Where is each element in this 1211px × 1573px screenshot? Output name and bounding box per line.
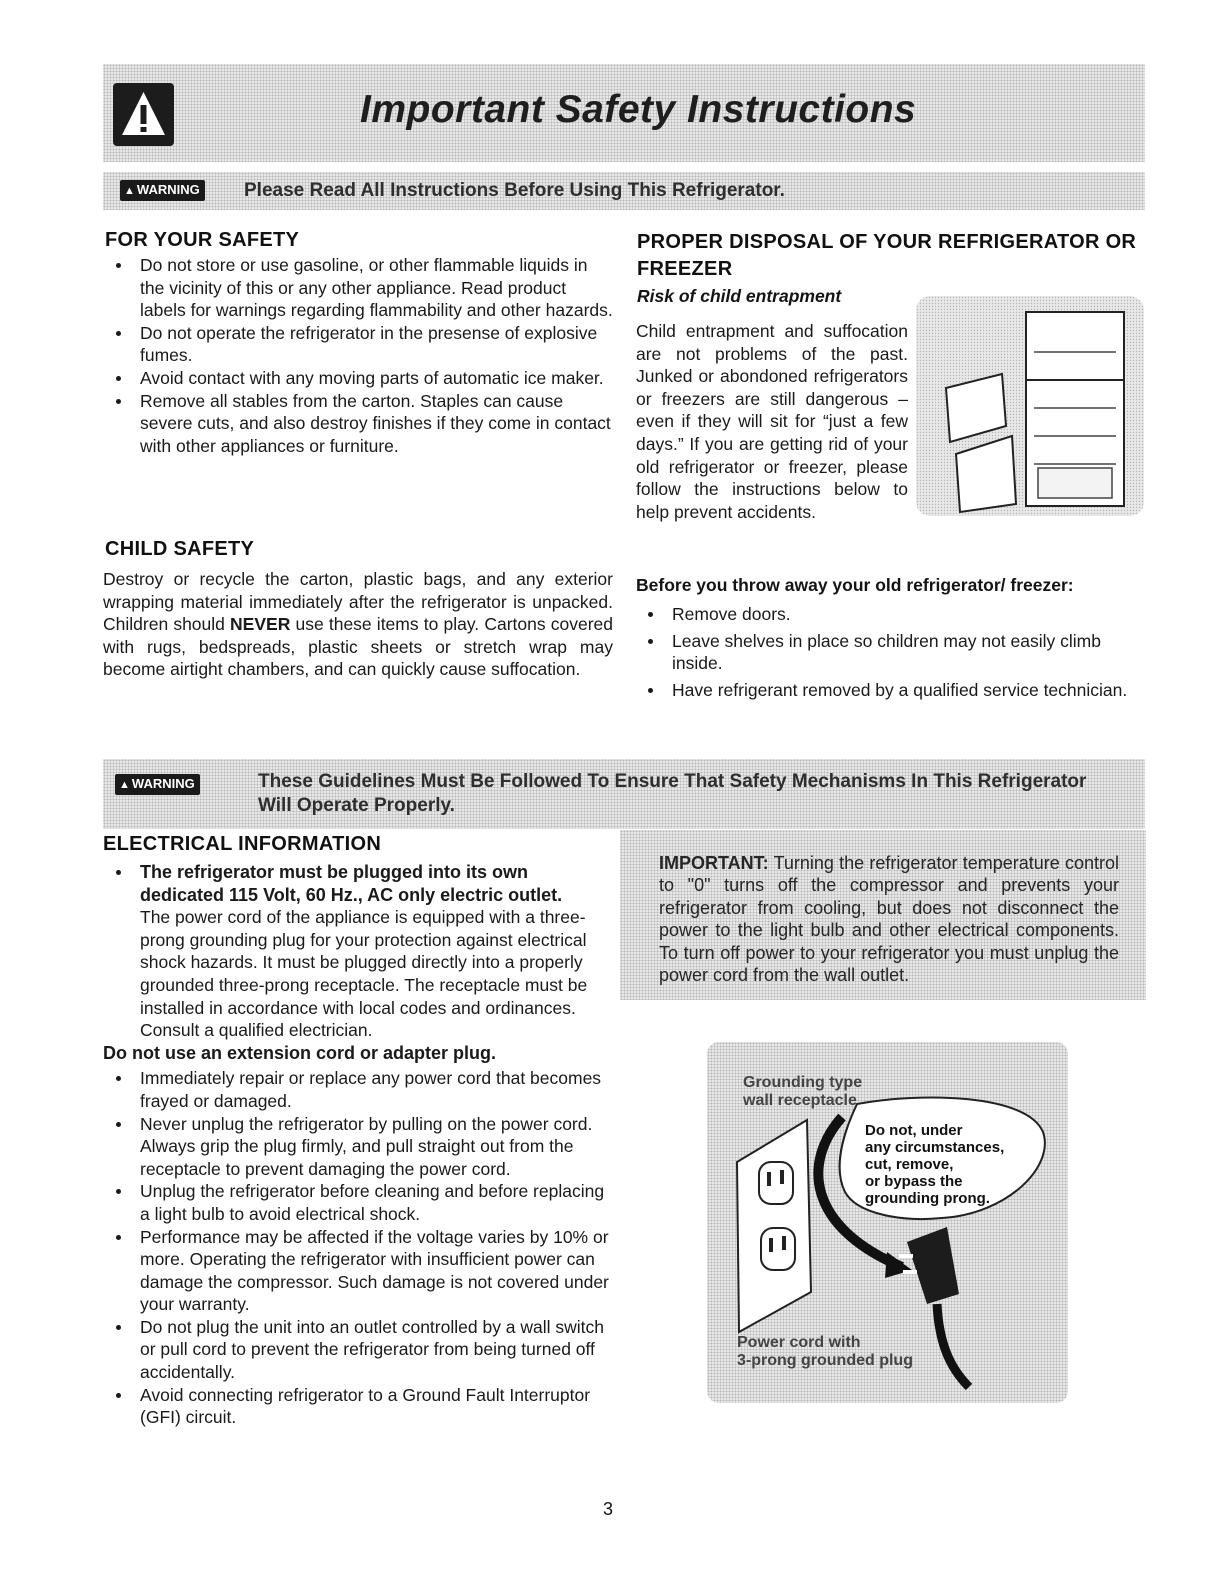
disposal-text: Child entrapment and suffocation are not problems of the past. Junked or abondoned refrigerators or freezers are still dangerous – even if they will sit for “just a few days.” If you are getting rid of your old refrigerator or freezer, please follow the instructions below to help prevent accidents.: [636, 321, 908, 522]
caution-line-5: grounding prong.: [865, 1190, 990, 1207]
warning-badge: [120, 180, 205, 201]
list-item: Remove all stables from the carton. Staples can cause severe cuts, and also destroy finishes if they come in contact with other appliances or furniture.: [103, 390, 613, 458]
caution-line-3: cut, remove,: [865, 1156, 954, 1173]
child-safety-heading: CHILD SAFETY: [105, 538, 255, 560]
cord-label-1: Power cord with: [737, 1334, 861, 1351]
page-number: 3: [602, 1499, 613, 1519]
for-your-safety-heading: FOR YOUR SAFETY: [105, 229, 300, 251]
important-text: Turning the refrigerator temperature control to "0" turns off the compressor and prevents your refrigerator from cooling, but does not disconnect the power to the light bulb and other electrical components. To turn off power to your refrigerator you must unplug the power cord from the wall outlet.: [659, 853, 1119, 986]
for-your-safety-list: [103, 254, 613, 457]
list-item: Unplug the refrigerator before cleaning and before replacing a light bulb to avoid electrical shock.: [103, 1180, 615, 1225]
caution-callout: [865, 1122, 1004, 1207]
important-note: [659, 852, 1119, 986]
disposal-steps-list: [635, 603, 1155, 701]
list-item: Do not operate the refrigerator in the presense of explosive fumes.: [103, 322, 613, 367]
refrigerator-illustration: [916, 296, 1144, 516]
important-label: IMPORTANT:: [659, 853, 769, 873]
child-safety-text-1: Destroy or recycle the carton, plastic bags, and any exterior wrapping material immediately after the refrigerator is unpacked. Children should: [103, 569, 613, 635]
disposal-subheading: Risk of child entrapment: [637, 286, 842, 306]
caution-line-2: any circumstances,: [865, 1139, 1005, 1156]
electrical-main: [103, 861, 615, 1429]
page-title: Important Safety Instructions: [360, 88, 917, 131]
caution-line-4: or bypass the: [865, 1173, 963, 1190]
list-item: Do not store or use gasoline, or other flammable liquids in the vicinity of this or any other appliance. Read product labels for warnings regarding flammability and other hazards.: [103, 254, 613, 322]
warning-triangle-small-icon: ▲: [124, 185, 135, 197]
electrical-heading: ELECTRICAL INFORMATION: [103, 833, 382, 855]
electrical-main-list: [103, 861, 615, 1042]
list-item: [103, 861, 615, 1042]
list-item: Have refrigerant removed by a qualified service technician.: [635, 679, 1155, 702]
electrical-main-text: The power cord of the appliance is equipped with a three-prong grounding plug for your protection against electrical shock hazards. It must be plugged directly into a properly grounded three-prong receptacle. The receptacle must be installed in accordance with local codes and ordinances. Consult a qualified electrician.: [140, 907, 588, 1041]
before-throw-away-heading: Before you throw away your old refrigerator/ freezer:: [636, 575, 1074, 595]
warning-badge: [115, 774, 200, 795]
electrical-main-bold: The refrigerator must be plugged into its own dedicated 115 Volt, 60 Hz., AC only electric outlet.: [140, 862, 563, 905]
no-extension-cord-warning: Do not use an extension cord or adapter plug.: [103, 1042, 497, 1063]
child-safety-text: [103, 568, 613, 681]
warning-badge-label: WARNING: [131, 776, 195, 791]
list-item: Never unplug the refrigerator by pulling on the power cord. Always grip the plug firmly, and pull straight out from the receptacle to prevent damaging the power cord.: [103, 1113, 615, 1181]
list-item: Do not plug the unit into an outlet controlled by a wall switch or pull cord to prevent the refrigerator from being turned off accidentally.: [103, 1316, 615, 1384]
receptacle-label-2: wall receptacle: [743, 1092, 857, 1109]
caution-line-1: Do not, under: [865, 1122, 963, 1139]
list-item: Avoid connecting refrigerator to a Ground Fault Interruptor (GFI) circuit.: [103, 1384, 615, 1429]
warning-top-text: Please Read All Instructions Before Using This Refrigerator.: [244, 180, 785, 201]
electrical-list: [103, 1067, 615, 1429]
disposal-heading: PROPER DISPOSAL OF YOUR REFRIGERATOR OR FREEZER: [637, 231, 1137, 280]
warning-triangle-icon: [113, 83, 174, 146]
cord-label-2: 3-prong grounded plug: [737, 1352, 913, 1369]
warning-triangle-small-icon: ▲: [119, 779, 130, 791]
receptacle-label-1: Grounding type: [743, 1074, 863, 1091]
child-safety-emphasis: NEVER: [230, 614, 291, 635]
grounding-plug-figure: [707, 1042, 1068, 1403]
warning-middle-text: These Guidelines Must Be Followed To Ensure That Safety Mechanisms In This Refrigerator Will Operate Properly.: [258, 771, 1087, 816]
warning-badge-label: WARNING: [136, 182, 200, 197]
list-item: Remove doors.: [635, 603, 1155, 626]
list-item: Avoid contact with any moving parts of automatic ice maker.: [103, 367, 613, 390]
child-safety-text-2: use these items to play. Cartons covered with rugs, bedspreads, plastic sheets or stretch wrap may become airtight chambers, and can quickly cause suffocation.: [103, 614, 614, 680]
list-item: Immediately repair or replace any power cord that becomes frayed or damaged.: [103, 1067, 615, 1112]
list-item: Performance may be affected if the voltage varies by 10% or more. Operating the refrigerator with insufficient power can damage the compressor. Such damage is not covered under your warranty.: [103, 1226, 615, 1316]
list-item: Leave shelves in place so children may not easily climb inside.: [635, 630, 1155, 675]
